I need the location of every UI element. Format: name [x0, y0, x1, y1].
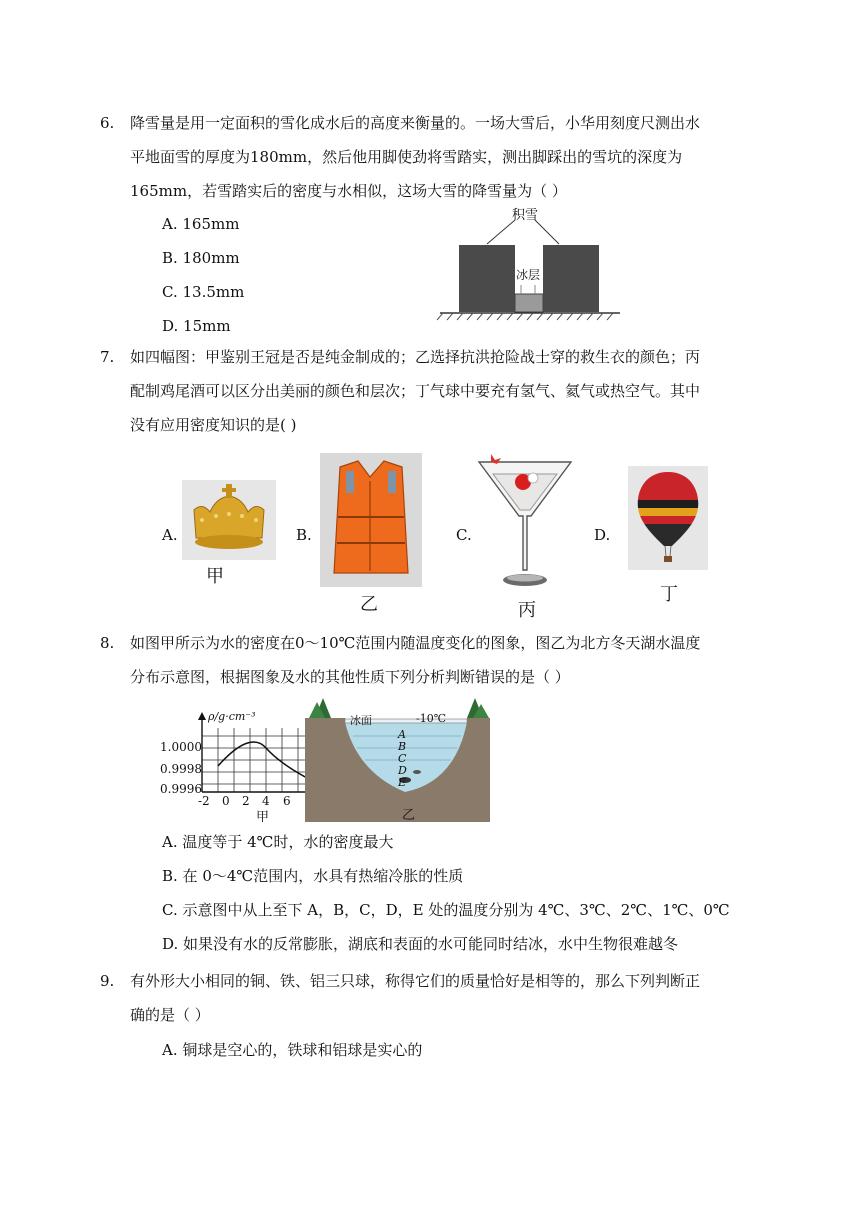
question-6 [100, 106, 735, 208]
question-7 [100, 340, 735, 442]
xtick-label: -2 [198, 794, 210, 808]
layer-c: C [398, 752, 407, 765]
caption-yi: 乙 [360, 594, 378, 615]
option-b: B. [296, 526, 312, 544]
option-a: A. [162, 526, 178, 544]
option-d: D. 15mm [162, 317, 231, 335]
question-number: 9. [100, 972, 115, 990]
option-a: A. 铜球是空心的，铁球和铝球是实心的 [162, 1041, 423, 1059]
ice-label: 冰层 [516, 268, 541, 282]
cocktail-image [475, 452, 575, 592]
hot-air-balloon-image [628, 466, 708, 570]
option-d: D. [594, 526, 611, 544]
option-c: C. [456, 526, 472, 544]
option-b: B. 180mm [162, 249, 240, 267]
graph-ylabel: ρ/g·cm⁻³ [208, 710, 256, 723]
lake-caption: 乙 [402, 808, 416, 823]
option-a: A. 温度等于 4℃时，水的密度最大 [162, 833, 394, 851]
layer-a: A [398, 728, 406, 741]
xtick-label: 2 [242, 794, 250, 808]
xtick-label: 6 [283, 794, 291, 808]
question-text-line: 降雪量是用一定面积的雪化成水后的高度来衡量的。一场大雪后，小华用刻度尺测出水 [130, 114, 701, 132]
life-jacket-image [320, 453, 422, 587]
question-text-line: 没有应用密度知识的是( ) [130, 416, 297, 434]
question-8 [100, 626, 735, 694]
question-number: 8. [100, 634, 115, 652]
question-text-line: 165mm，若雪踏实后的密度与水相似，这场大雪的降雪量为（ ） [130, 182, 567, 200]
caption-ding: 丁 [660, 584, 678, 605]
option-b: B. 在 0～4℃范围内，水具有热缩冷胀的性质 [162, 867, 464, 885]
caption-jia: 甲 [206, 566, 224, 587]
lake-temp-label: -10℃ [416, 712, 447, 725]
question-text-line: 配制鸡尾酒可以区分出美丽的颜色和层次；丁气球中要充有氢气、氦气或热空气。其中 [130, 382, 701, 400]
ytick-label: 0.9998 [160, 762, 202, 776]
question-text-line: 平地面雪的厚度为180mm，然后他用脚使劲将雪踏实，测出脚踩出的雪坑的深度为 [130, 148, 683, 166]
option-c: C. 13.5mm [162, 283, 245, 301]
question-text-line: 有外形大小相同的铜、铁、铝三只球，称得它们的质量恰好是相等的，那么下列判断正 [130, 972, 701, 990]
option-d: D. 如果没有水的反常膨胀，湖底和表面的水可能同时结冰，水中生物很难越冬 [162, 935, 679, 953]
snow-label: 积雪 [512, 208, 539, 223]
question-text-line: 如四幅图：甲鉴别王冠是否是纯金制成的；乙选择抗洪抢险战士穿的救生衣的颜色；丙 [130, 348, 701, 366]
option-a: A. 165mm [162, 215, 240, 233]
layer-b: B [398, 740, 407, 753]
xtick-label: 4 [262, 794, 270, 808]
layer-e: E [398, 776, 407, 789]
question-text-line: 如图甲所示为水的密度在0～10℃范围内随温度变化的图象，图乙为北方冬天湖水温度 [130, 634, 701, 652]
question-text-line: 确的是（ ） [130, 1006, 210, 1024]
question-number: 7. [100, 348, 115, 366]
caption-bing: 丙 [518, 600, 536, 621]
option-c: C. 示意图中从上至下 A，B，C，D，E 处的温度分别为 4℃、3℃、2℃、1℃、0℃ [162, 901, 730, 919]
question-number: 6. [100, 114, 115, 132]
graph-caption: 甲 [256, 810, 270, 825]
question-text-line: 分布示意图，根据图象及水的其他性质下列分析判断错误的是（ ） [130, 668, 570, 686]
question-9 [100, 964, 735, 1032]
crown-image [182, 480, 276, 560]
ytick-label: 0.9996 [160, 782, 202, 796]
ytick-label: 1.0000 [160, 740, 202, 754]
lake-surface-label: 冰面 [350, 714, 372, 727]
xtick-label: 0 [222, 794, 230, 808]
layer-d: D [398, 764, 407, 777]
